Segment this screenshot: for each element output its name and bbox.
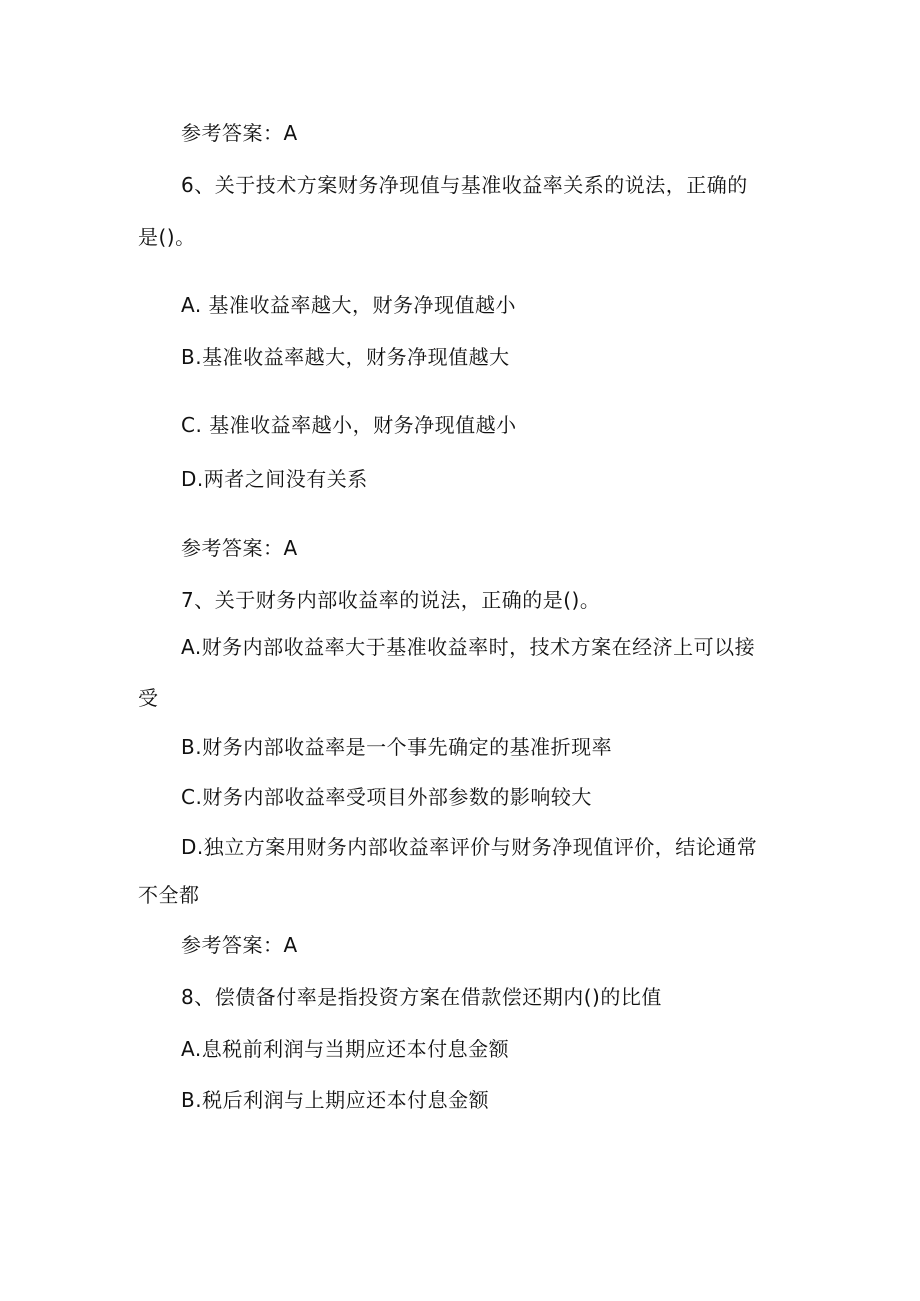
question-7-option-a-cont: 受 <box>138 686 159 710</box>
reference-answer-5: 参考答案：A <box>181 121 298 145</box>
reference-answer-7: 参考答案：A <box>181 933 298 957</box>
question-7-option-b: B.财务内部收益率是一个事先确定的基准折现率 <box>181 735 613 759</box>
reference-answer-6: 参考答案：A <box>181 536 298 560</box>
question-6-stem: 6、关于技术方案财务净现值与基准收益率关系的说法，正确的 <box>181 173 748 197</box>
question-6-option-c: C. 基准收益率越小，财务净现值越小 <box>181 413 517 437</box>
question-6-option-b: B.基准收益率越大，财务净现值越大 <box>181 345 510 369</box>
question-6-option-a: A. 基准收益率越大，财务净现值越小 <box>181 293 517 317</box>
question-6-option-d: D.两者之间没有关系 <box>181 467 368 491</box>
question-6-stem-cont: 是()。 <box>138 225 196 249</box>
question-7-option-d-cont: 不全都 <box>138 883 200 907</box>
question-7-stem: 7、关于财务内部收益率的说法，正确的是()。 <box>181 588 601 612</box>
question-7-option-c: C.财务内部收益率受项目外部参数的影响较大 <box>181 785 592 809</box>
question-7-option-d: D.独立方案用财务内部收益率评价与财务净现值评价，结论通常 <box>181 835 758 859</box>
question-8-stem: 8、偿债备付率是指投资方案在借款偿还期内()的比值 <box>181 985 662 1009</box>
question-7-option-a: A.财务内部收益率大于基准收益率时，技术方案在经济上可以接 <box>181 635 756 659</box>
question-8-option-b: B.税后利润与上期应还本付息金额 <box>181 1088 490 1112</box>
question-8-option-a: A.息税前利润与当期应还本付息金额 <box>181 1037 510 1061</box>
